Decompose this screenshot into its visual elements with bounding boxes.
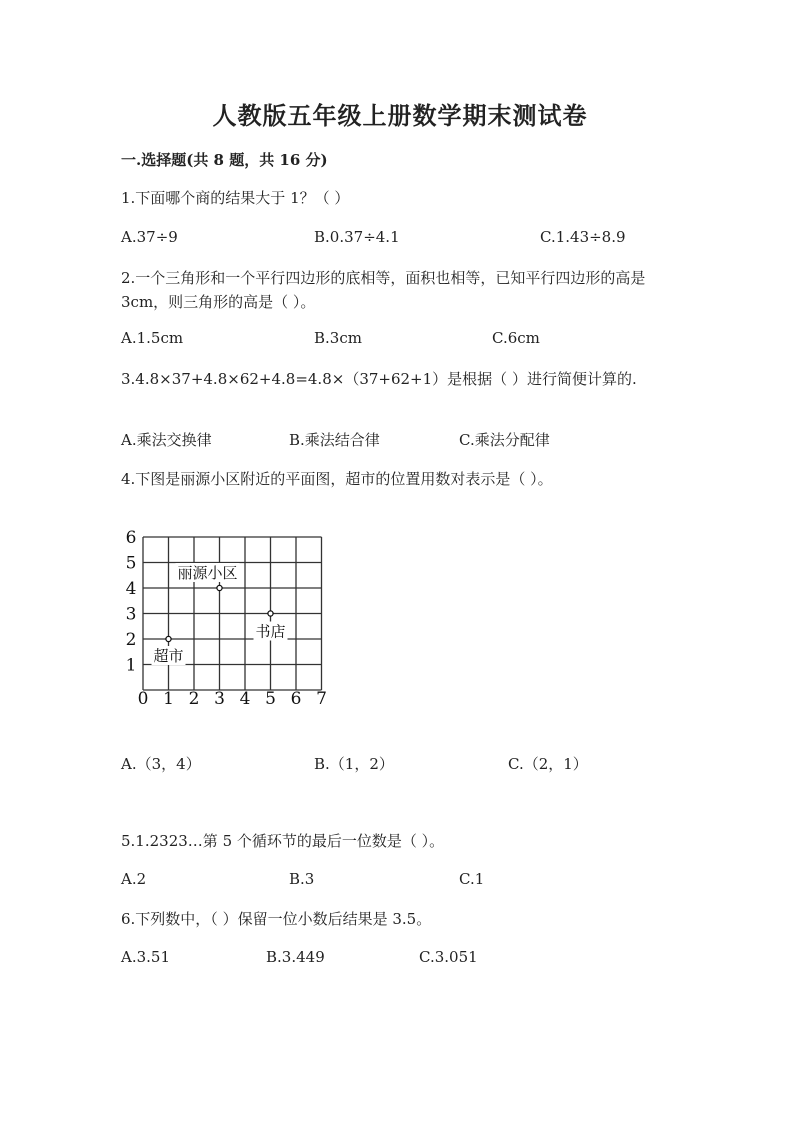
question-6-option-a: A.3.51 [121, 948, 170, 966]
place-point [268, 611, 273, 616]
question-3-option-a: A.乘法交换律 [121, 431, 212, 449]
x-axis-tick-label: 6 [290, 689, 302, 709]
question-1-stem: 1.下面哪个商的结果大于 1？（ ） [121, 189, 350, 207]
place-point [217, 585, 222, 590]
y-axis-tick-label: 3 [125, 604, 137, 625]
question-4-option-c: C.（2，1） [508, 755, 588, 773]
question-6-option-c: C.3.051 [419, 948, 478, 966]
location-map-figure [121, 520, 351, 710]
question-2-option-b: B.3cm [314, 329, 362, 347]
x-axis-tick-label: 7 [316, 689, 327, 709]
question-5-option-a: A.2 [121, 870, 147, 888]
question-1-option-c: C.1.43÷8.9 [540, 228, 626, 246]
x-axis-tick-label: 1 [163, 689, 174, 709]
question-2-option-c: C.6cm [492, 329, 540, 347]
section-heading: 一.选择题(共 8 题，共 16 分) [121, 151, 328, 169]
question-3-stem: 3.4.8×37+4.8×62+4.8=4.8×（37+62+1）是根据（ ）进行简便计算的. [121, 370, 637, 388]
question-4-option-a: A.（3，4） [121, 755, 201, 773]
x-axis-tick-label: 3 [214, 689, 225, 709]
question-5-stem: 5.1.2323…第 5 个循环节的最后一位数是（ ）。 [121, 832, 445, 850]
question-6-stem: 6.下列数中，（ ）保留一位小数后结果是 3.5。 [121, 910, 432, 928]
question-4-option-b: B.（1，2） [314, 755, 394, 773]
x-axis-tick-label: 5 [265, 689, 276, 709]
x-axis-tick-label: 4 [239, 689, 251, 709]
y-axis-tick-label: 5 [125, 553, 137, 574]
place-label: 丽源小区 [177, 564, 238, 582]
y-axis-tick-label: 6 [125, 528, 137, 548]
y-axis-tick-label: 2 [125, 630, 137, 650]
page-title: 人教版五年级上册数学期末测试卷 [212, 101, 588, 130]
question-3-option-c: C.乘法分配律 [459, 431, 550, 449]
question-5-option-c: C.1 [459, 870, 485, 888]
question-2-option-a: A.1.5cm [121, 329, 184, 347]
place-label: 超市 [153, 647, 184, 665]
x-axis-tick-label: 2 [188, 689, 200, 709]
place-point [166, 636, 171, 641]
question-2-stem: 2.一个三角形和一个平行四边形的底相等，面积也相等，已知平行四边形的高是 3cm，则三角形的高是（ ）。 [121, 269, 646, 311]
y-axis-tick-label: 4 [125, 579, 137, 599]
location-map-grid [121, 520, 351, 710]
question-4-stem: 4.下图是丽源小区附近的平面图，超市的位置用数对表示是（ ）。 [121, 470, 553, 488]
x-axis-tick-label: 0 [137, 689, 149, 709]
y-axis-tick-label: 1 [125, 655, 137, 676]
question-3-option-b: B.乘法结合律 [289, 431, 380, 449]
question-6-option-b: B.3.449 [266, 948, 325, 966]
question-5-option-b: B.3 [289, 870, 315, 888]
place-label: 书店 [255, 622, 286, 641]
question-1-option-a: A.37÷9 [121, 228, 178, 246]
question-1-option-b: B.0.37÷4.1 [314, 228, 400, 246]
